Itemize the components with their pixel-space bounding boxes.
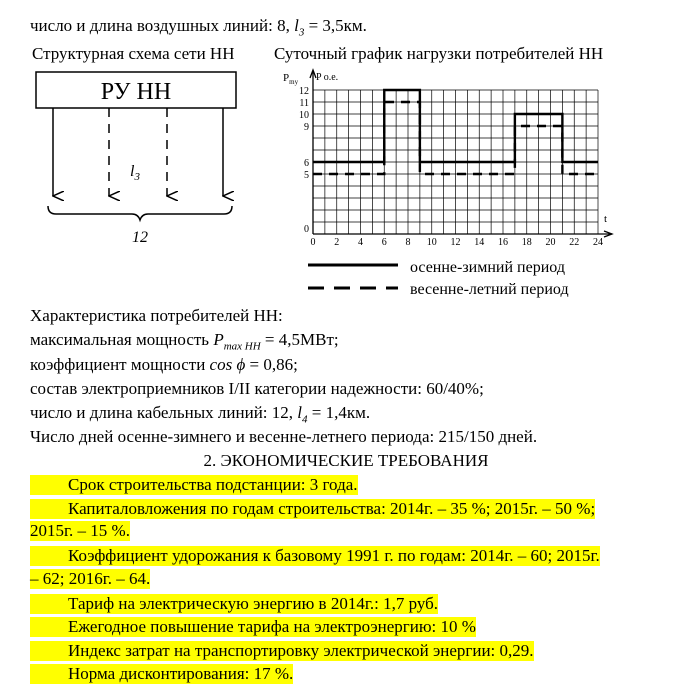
tariff-growth: Ежегодное повышение тарифа на электроэнергию: 10 % [30,617,476,637]
price-index-line-2: – 62; 2016г. – 64. [30,569,151,588]
price-index-line-1: Коэффициент удорожания к базовому 1991 г. по годам: 2014г. – 60; 2015г. [30,546,600,566]
x-tick-label: 24 [593,237,603,248]
y-tick-label: 10 [299,110,309,121]
x-tick-label: 6 [381,237,387,248]
x-tick-label: 2 [334,237,340,248]
y-tick-label: 11 [299,98,309,109]
tariff: Тариф на электрическую энергию в 2014г.: 1,7 руб. [30,594,438,614]
x-tick-label: 18 [521,237,532,248]
cable-lines-line: число и длина кабельных линий: 12, $l_4 = 1,4км$. [30,403,371,426]
y-tick-label: 9 [304,122,309,133]
discount-rate: Норма дисконтирования: 17 %. [30,664,293,684]
x-tick-label: 22 [569,237,580,248]
y-unit-label: P о.е. [316,72,339,83]
investments-line-1: Капиталовложения по годам строительства: 2014г. – 35 %; 2015г. – 50 %; [30,499,595,519]
chart-axes [310,70,612,237]
chart-ticks [299,86,603,248]
chart-legend [300,254,620,300]
x-tick-label: 12 [450,237,461,248]
feeder-count-brace [48,206,232,220]
x-tick-label: 14 [474,237,485,248]
load-chart-title: Суточный график нагрузки потребителей НН [274,44,604,63]
y-tick-label: 0 [304,224,309,235]
x-tick-label: 10 [426,237,437,248]
economics-heading: 2. ЭКОНОМИЧЕСКИЕ ТРЕБОВАНИЯ [203,451,489,470]
ru-nn-label: РУ НН [100,79,172,105]
x-tick-label: 0 [310,237,316,248]
y-axis-label: $P_{my}$ [283,72,299,86]
x-tick-label: 16 [498,237,508,248]
overhead-lines-line: число и длина воздушных линий: 8, $l_3 = 3,5км$. [30,16,367,39]
power-factor-line: коэффициент мощности cos ϕ = 0,86; [30,355,298,374]
y-tick-label: 12 [299,86,309,97]
x-tick-label: 8 [405,237,411,248]
y-tick-label: 5 [304,170,309,181]
max-power-line: максимальная мощность $P_{max НН} = 4,5МВт$; [30,330,339,353]
x-axis-label: t [604,213,608,225]
transport-index: Индекс затрат на транспортировку электрической энергии: 0,29. [30,641,534,661]
legend-spring-summer: весенне-летний период [410,281,569,298]
y-tick-label: 6 [304,158,309,169]
period-days-line: Число дней осенне-зимнего и весенне-летнего периода: 215/150 дней. [30,427,538,446]
x-tick-label: 4 [358,237,363,248]
daily-load-chart [278,68,618,248]
x-tick-label: 20 [545,237,556,248]
schematic-title: Структурная схема сети НН [32,44,235,63]
categories-line: состав электроприемников I/II категории надежности: 60/40%; [30,379,484,398]
network-schematic [28,68,258,248]
feeder-count-label: 12 [132,229,148,246]
feeder-length-label: $l_3$ [130,163,140,183]
construction-term: Срок строительства подстанции: 3 года. [30,475,358,495]
consumers-heading: Характеристика потребителей НН: [30,306,283,325]
investments-line-2: 2015г. – 15 %. [30,521,130,540]
legend-autumn-winter: осенне-зимний период [410,259,565,276]
